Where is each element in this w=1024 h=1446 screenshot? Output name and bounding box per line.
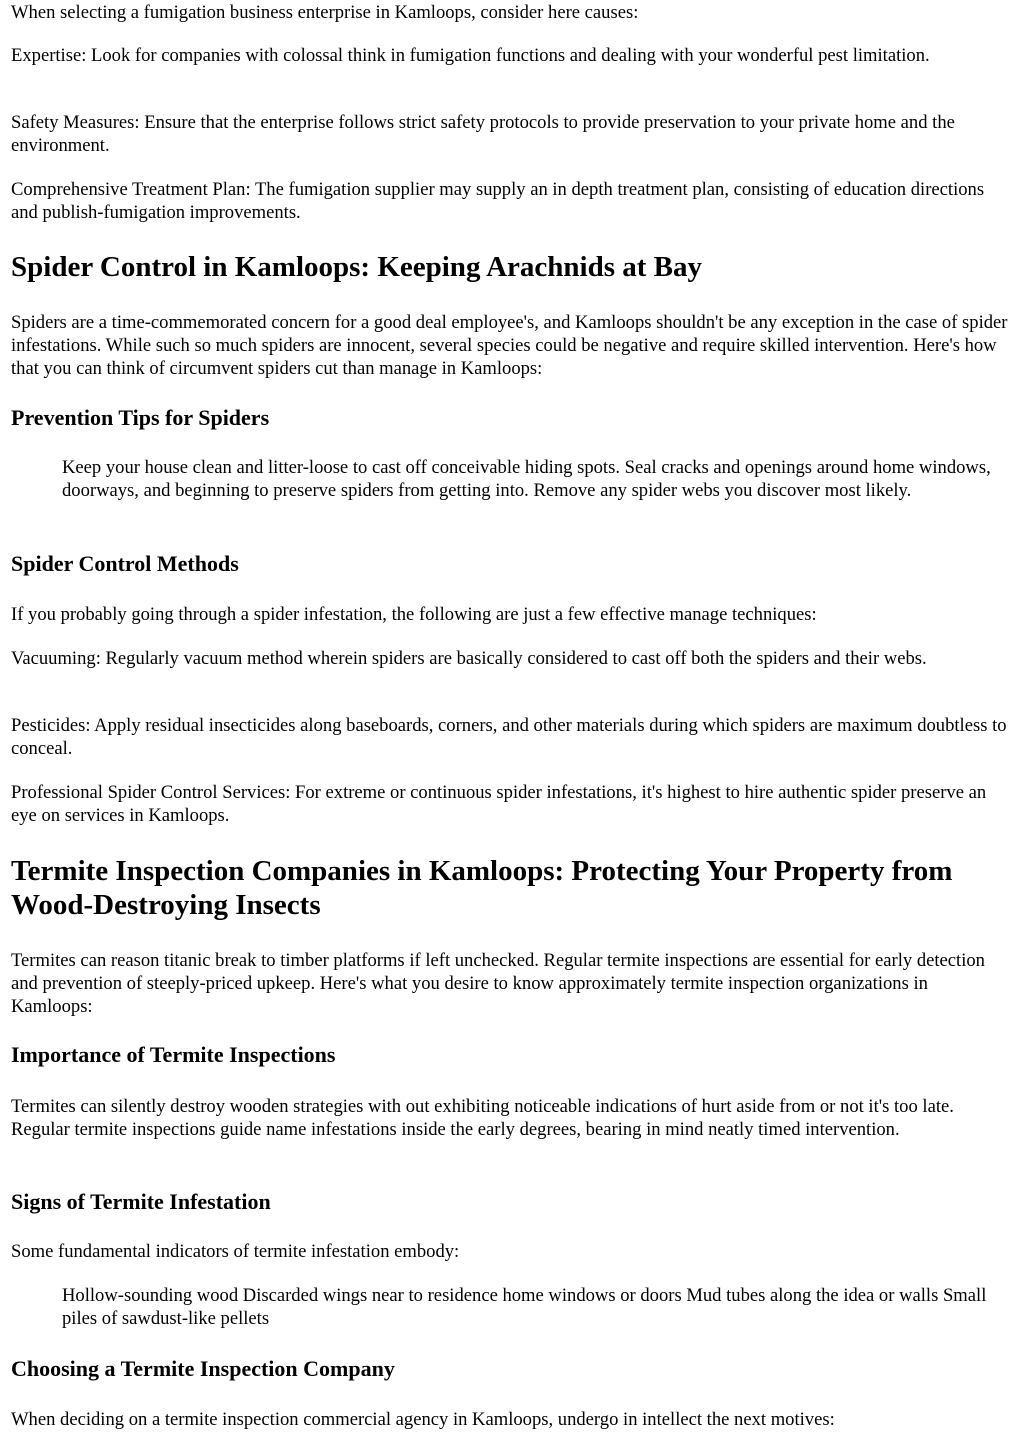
paragraph-methods-intro: If you probably going through a spider infestation, the following are just a few effective manage techniques:: [11, 604, 817, 625]
heading-termite-inspection: Termite Inspection Companies in Kamloops: Protecting Your Property from Wood-Destroying Insects: [11, 855, 953, 921]
heading-spider-methods: Spider Control Methods: [11, 551, 239, 576]
blockquote-signs: Hollow-sounding wood Discarded wings near to residence home windows or doors Mud tubes along the idea or walls Small piles of sawdust-like pellets: [62, 1285, 987, 1329]
heading-spider-control: Spider Control in Kamloops: Keeping Arachnids at Bay: [11, 251, 703, 283]
paragraph-safety: Safety Measures: Ensure that the enterprise follows strict safety protocols to provide preservation to your private home and the environment.: [11, 112, 955, 156]
paragraph-termites-intro: Termites can reason titanic break to timber platforms if left unchecked. Regular termite inspections are essential for early detection and prevention of steeply-priced upkeep. Here's what you desire to know approximately termite inspection organizations in Kamloops:: [11, 950, 985, 1017]
paragraph-vacuuming: Vacuuming: Regularly vacuum method wherein spiders are basically considered to cast off both the spiders and their webs.: [11, 648, 927, 669]
heading-importance: Importance of Termite Inspections: [11, 1042, 336, 1067]
heading-choosing-company: Choosing a Termite Inspection Company: [11, 1356, 395, 1381]
paragraph-pesticides: Pesticides: Apply residual insecticides along baseboards, corners, and other materials during which spiders are maximum doubtless to conceal.: [11, 715, 1007, 759]
paragraph-professional-services: Professional Spider Control Services: For extreme or continuous spider infestations, it's highest to hire authentic spider preserve an eye on services in Kamloops.: [11, 782, 987, 826]
heading-signs: Signs of Termite Infestation: [11, 1189, 271, 1214]
heading-prevention-tips: Prevention Tips for Spiders: [11, 405, 270, 430]
paragraph-importance: Termites can silently destroy wooden strategies with out exhibiting noticeable indications of hurt aside from or not it's too late. Regular termite inspections guide name infestations inside the early degrees, bearing in mind neatly timed intervention.: [11, 1096, 954, 1140]
paragraph-intro: When selecting a fumigation business enterprise in Kamloops, consider here causes:: [11, 2, 639, 23]
paragraph-choosing-intro: When deciding on a termite inspection commercial agency in Kamloops, undergo in intellect the next motives:: [11, 1409, 835, 1430]
paragraph-signs-intro: Some fundamental indicators of termite infestation embody:: [11, 1241, 460, 1262]
paragraph-spiders-intro: Spiders are a time-commemorated concern for a good deal employee's, and Kamloops shouldn't be any exception in the case of spider infestations. While such so much spiders are innocent, several species could be negative and require skilled intervention. Here's how that you can think of circumvent spiders cut than manage in Kamloops:: [11, 312, 1008, 379]
paragraph-expertise: Expertise: Look for companies with colossal think in fumigation functions and dealing with your wonderful pest limitation.: [11, 45, 930, 66]
paragraph-treatment-plan: Comprehensive Treatment Plan: The fumigation supplier may supply an in depth treatment plan, consisting of education directions and publish-fumigation improvements.: [11, 179, 985, 223]
blockquote-prevention: Keep your house clean and litter-loose to cast off conceivable hiding spots. Seal cracks and openings around home windows, doorways, and beginning to preserve spiders from getting into. Remove any spider webs you discover most likely.: [62, 457, 991, 501]
